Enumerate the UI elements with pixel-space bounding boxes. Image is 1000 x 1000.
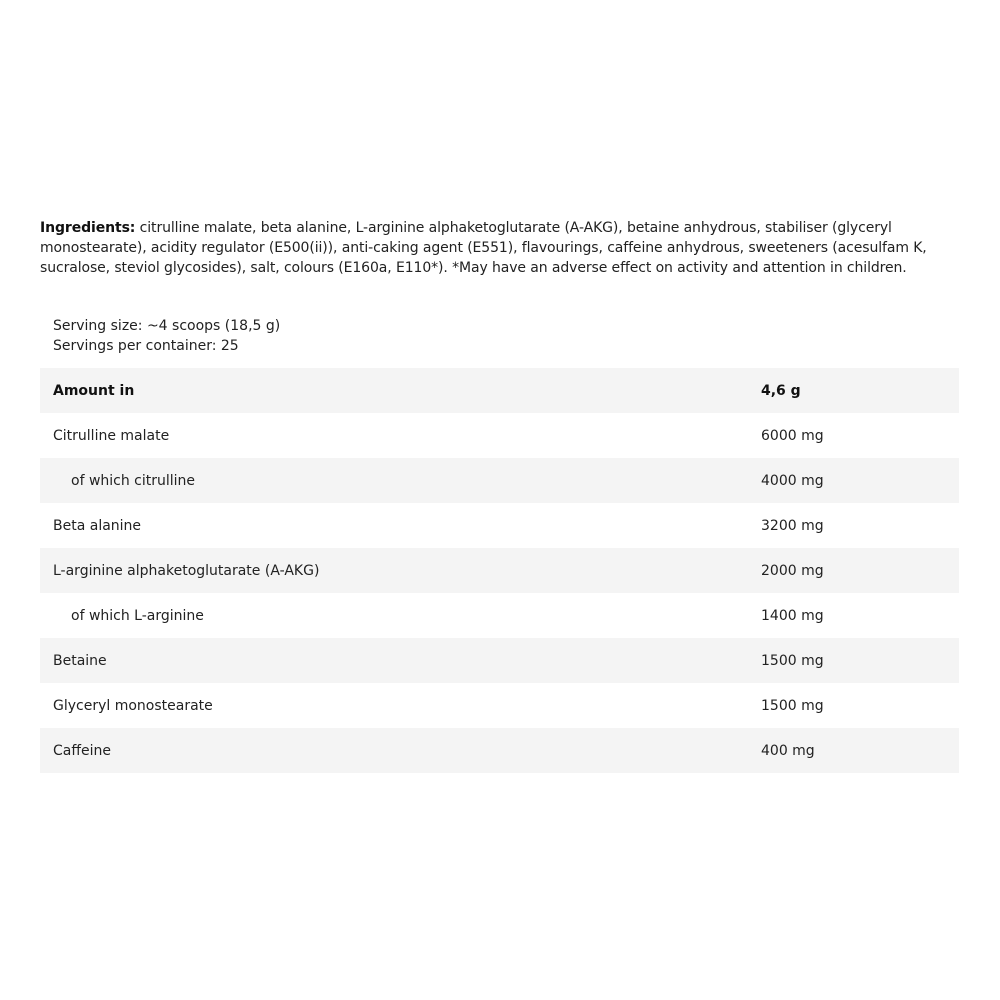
row-amount: 1400 mg (761, 607, 824, 624)
row-amount: 400 mg (761, 742, 815, 759)
row-amount: 4000 mg (761, 472, 824, 489)
ingredients-label: Ingredients: (40, 220, 136, 236)
row-name: Glyceryl monostearate (53, 697, 213, 714)
header-amount: 4,6 g (761, 382, 801, 399)
table-header-row (40, 368, 959, 413)
table-row (40, 683, 959, 728)
table-row (40, 728, 959, 773)
row-amount: 3200 mg (761, 517, 824, 534)
serving-info (53, 316, 280, 356)
row-amount: 1500 mg (761, 652, 824, 669)
nutrition-table (40, 368, 959, 773)
servings-per-container: Servings per container: 25 (53, 338, 239, 354)
row-name: Caffeine (53, 742, 111, 759)
row-name: Betaine (53, 652, 107, 669)
row-amount: 2000 mg (761, 562, 824, 579)
row-amount: 6000 mg (761, 427, 824, 444)
row-name: Citrulline malate (53, 427, 170, 444)
serving-size: Serving size: ~4 scoops (18,5 g) (53, 318, 281, 334)
row-name: L-arginine alphaketoglutarate (A-AKG) (53, 562, 320, 579)
ingredients-text: citrulline malate, beta alanine, L-arginine alphaketoglutarate (A-AKG), betaine anhydrous, stabiliser (glyceryl monostearate), acidity regulator (E500(ii)), anti-caking agent (E551), flavourings, caffeine anhydrous, sweeteners (acesulfam K, sucralose, steviol glycosides), salt, colours (E160a, E110*). *May have an adverse effect on activity and attention in children. (40, 220, 927, 276)
table-row (40, 593, 959, 638)
row-amount: 1500 mg (761, 697, 824, 714)
header-name: Amount in (53, 382, 135, 399)
ingredients-paragraph (40, 218, 965, 278)
row-name: of which L-arginine (71, 607, 204, 624)
table-row (40, 638, 959, 683)
table-row (40, 548, 959, 593)
table-row (40, 458, 959, 503)
row-name: of which citrulline (71, 472, 196, 489)
table-row (40, 413, 959, 458)
row-name: Beta alanine (53, 517, 142, 534)
table-row (40, 503, 959, 548)
